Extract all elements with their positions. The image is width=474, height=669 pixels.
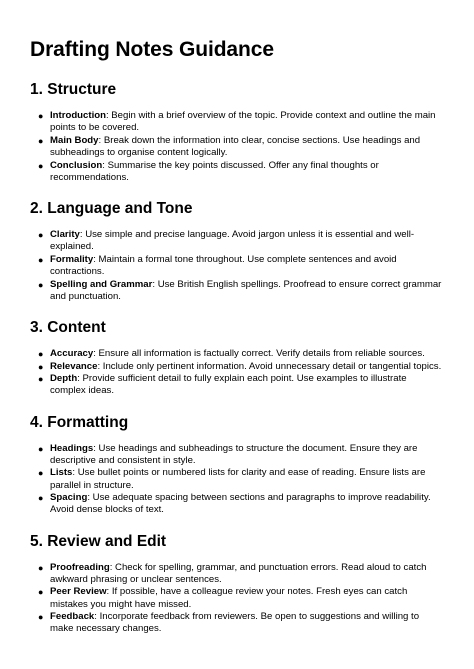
item-term: Introduction [50, 110, 106, 121]
list-item [38, 467, 444, 491]
bullet-list [30, 562, 444, 636]
item-text: : If possible, have a colleague review your notes. Fresh eyes can catch mistakes you might have missed. [50, 586, 408, 610]
bullet-icon: ● [38, 361, 44, 372]
bullet-icon: ● [38, 230, 44, 240]
item-text: : Use adequate spacing between sections and paragraphs to improve readability. Avoid dense blocks of text. [50, 492, 431, 516]
bullet-icon: ● [38, 443, 44, 454]
item-term: Accuracy [50, 348, 94, 359]
bullet-icon: ● [38, 468, 44, 479]
item-text: : Include only pertinent information. Avoid unnecessary detail or tangential topics. [97, 360, 442, 372]
list-item [38, 562, 444, 586]
bullet-icon: ● [38, 587, 44, 598]
item-text: : Maintain a formal tone throughout. Use complete sentences and avoid contractions. [50, 253, 397, 277]
item-text: : Ensure all information is factually correct. Verify details from reliable sources. [93, 348, 425, 359]
item-term: Main Body [50, 134, 99, 146]
list-item [38, 229, 444, 253]
item-text: : Use simple and precise language. Avoid jargon unless it is essential and well-explained. [50, 229, 415, 253]
item-term: Headings [50, 442, 94, 454]
list-item [38, 110, 444, 134]
bullet-icon: ● [38, 135, 44, 146]
item-term: Spacing [50, 492, 88, 504]
item-term: Feedback [50, 611, 95, 623]
list-item [38, 348, 444, 360]
item-text: : Use headings and subheadings to structure the document. Ensure they are descriptive and consistent in style. [50, 442, 418, 466]
item-term: Peer Review [50, 586, 107, 598]
list-item [38, 443, 444, 467]
section-structure [30, 81, 444, 184]
list-item [38, 361, 444, 373]
item-term: Clarity [50, 229, 80, 240]
bullet-list [30, 110, 444, 184]
item-term: Spelling and Grammar [50, 278, 153, 290]
bullet-icon: ● [38, 493, 44, 504]
list-item [38, 160, 444, 184]
page-title: Drafting Notes Guidance [30, 38, 274, 61]
bullet-icon: ● [38, 111, 44, 121]
section-language-and-tone [30, 200, 444, 303]
bullet-icon: ● [38, 254, 44, 265]
item-text: : Summarise the key points discussed. Offer any final thoughts or recommendations. [50, 159, 379, 183]
list-item [38, 373, 444, 397]
list-item [38, 279, 444, 303]
bullet-icon: ● [38, 279, 44, 290]
list-item [38, 611, 444, 635]
section-heading: 1. Structure [30, 81, 117, 98]
item-term: Depth [50, 373, 78, 385]
section-heading: 2. Language and Tone [30, 200, 193, 217]
bullet-list [30, 348, 444, 398]
bullet-icon: ● [38, 374, 44, 385]
list-item [38, 254, 444, 278]
item-term: Conclusion [50, 159, 103, 171]
item-text: : Incorporate feedback from reviewers. Be open to suggestions and willing to make necessary changes. [50, 611, 420, 635]
section-formatting [30, 414, 444, 517]
item-term: Formality [50, 253, 94, 265]
item-term: Proofreading [50, 561, 110, 573]
item-term: Lists [50, 467, 73, 479]
list-item [38, 586, 444, 610]
section-heading: 4. Formatting [30, 413, 129, 431]
item-text: : Begin with a brief overview of the topic. Provide context and outline the main points to be covered. [50, 110, 436, 134]
list-item [38, 492, 444, 516]
bullet-list [30, 229, 444, 303]
section-content [30, 319, 444, 398]
item-text: : Provide sufficient detail to fully explain each point. Use examples to illustrate complex ideas. [50, 373, 407, 397]
bullet-list [30, 443, 444, 517]
item-text: : Use bullet points or numbered lists for clarity and ease of reading. Ensure lists are parallel in structure. [50, 467, 426, 491]
item-text: : Use British English spellings. Proofread to ensure correct grammar and punctuation. [50, 278, 442, 302]
bullet-icon: ● [38, 349, 44, 359]
section-heading: 3. Content [30, 319, 106, 336]
item-text: : Break down the information into clear, concise sections. Use headings and subheadings to organise content logically. [50, 134, 421, 158]
item-text: : Check for spelling, grammar, and punctuation errors. Read aloud to catch awkward phrasing or unclear sentences. [50, 561, 427, 585]
item-term: Relevance [50, 360, 98, 372]
section-heading: 5. Review and Edit [30, 532, 167, 550]
bullet-icon: ● [38, 160, 44, 171]
list-item [38, 135, 444, 159]
section-review-and-edit [30, 533, 444, 636]
bullet-icon: ● [38, 612, 44, 623]
bullet-icon: ● [38, 562, 44, 573]
